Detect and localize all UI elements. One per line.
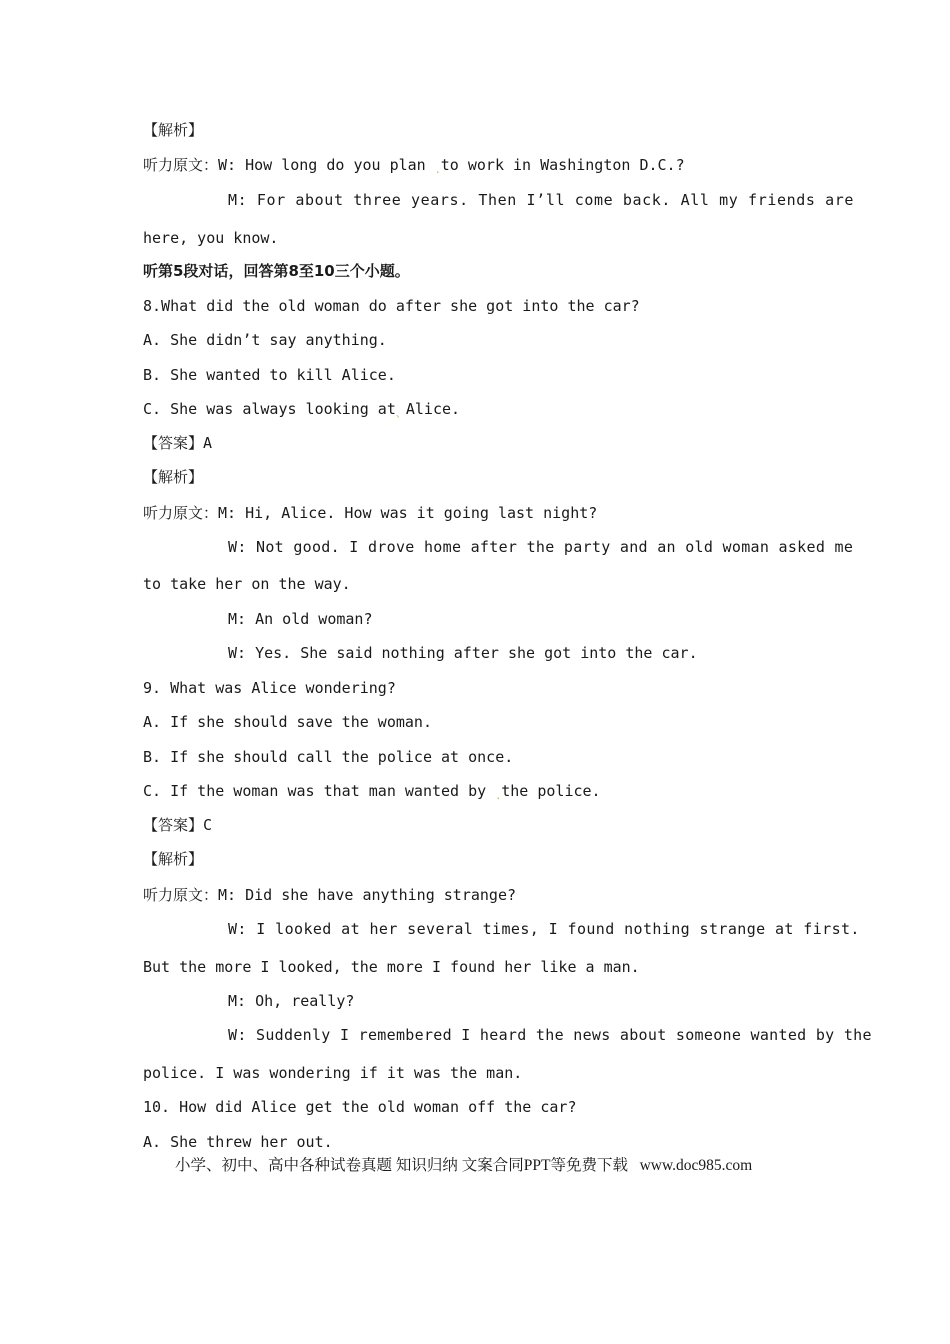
- transcript-line: here, you know.: [143, 229, 279, 247]
- option-c: C. She was always looking $at_、Alice$.: [143, 400, 461, 420]
- transcript-line: police. I was wondering if it was the man.: [143, 1064, 523, 1082]
- option-a: A. She threw her out.: [143, 1133, 333, 1151]
- transcript-line: 听力原文：W: How long do you plan $_.$to work in Washington D.C.?: [143, 156, 685, 176]
- transcript-line: M: Oh, really?: [228, 992, 355, 1010]
- analysis-label: 【解析】: [143, 468, 204, 486]
- mark-dot: .: [495, 791, 502, 802]
- analysis-label: 【解析】: [143, 850, 204, 868]
- option-c: C. If the woman was that man wanted by $_.$the police.: [143, 782, 601, 802]
- answer-label: 【答案】A: [143, 434, 213, 452]
- transcript-line: W: Yes. She said nothing after she got into the car.: [228, 644, 698, 662]
- mark-dot: 、: [395, 409, 406, 420]
- option-b: B. She wanted to kill Alice.: [143, 366, 396, 384]
- transcript-line: 听力原文：M: Hi, Alice. How was it going last night?: [143, 504, 598, 522]
- transcript-line: M: An old woman?: [228, 610, 373, 628]
- question-8: 8.What did the old woman do after she got into the car?: [143, 297, 640, 315]
- transcript-line: But the more I looked, the more I found her like a man.: [143, 958, 640, 976]
- option-a: A. If she should save the woman.: [143, 713, 432, 731]
- transcript-line: 听力原文：M: Did she have anything strange?: [143, 886, 517, 904]
- transcript-line: W: Not good. I drove home after the party and an old woman asked me: [228, 538, 854, 556]
- transcript-line: to take her on the way.: [143, 575, 351, 593]
- transcript-line: W: I looked at her several times, I found nothing strange at first.: [228, 920, 860, 938]
- option-b: B. If she should call the police at once.: [143, 748, 514, 766]
- mark-dot: .: [434, 165, 441, 176]
- question-9: 9. What was Alice wondering?: [143, 679, 396, 697]
- transcript-line: M: For about three years. Then I’ll come back. All my friends are: [228, 191, 854, 209]
- analysis-label: 【解析】: [143, 121, 204, 139]
- answer-label: 【答案】C: [143, 816, 213, 834]
- transcript-line: W: Suddenly I remembered I heard the news about someone wanted by the: [228, 1026, 872, 1044]
- page-footer: 小学、初中、高中各种试卷真题 知识归纳 文案合同PPT等免费下载 www.doc985.com: [175, 1157, 753, 1174]
- section-heading: 听第5段对话，回答第8至10三个小题。: [143, 262, 410, 280]
- option-a: A. She didn’t say anything.: [143, 331, 387, 349]
- question-10: 10. How did Alice get the old woman off the car?: [143, 1098, 577, 1116]
